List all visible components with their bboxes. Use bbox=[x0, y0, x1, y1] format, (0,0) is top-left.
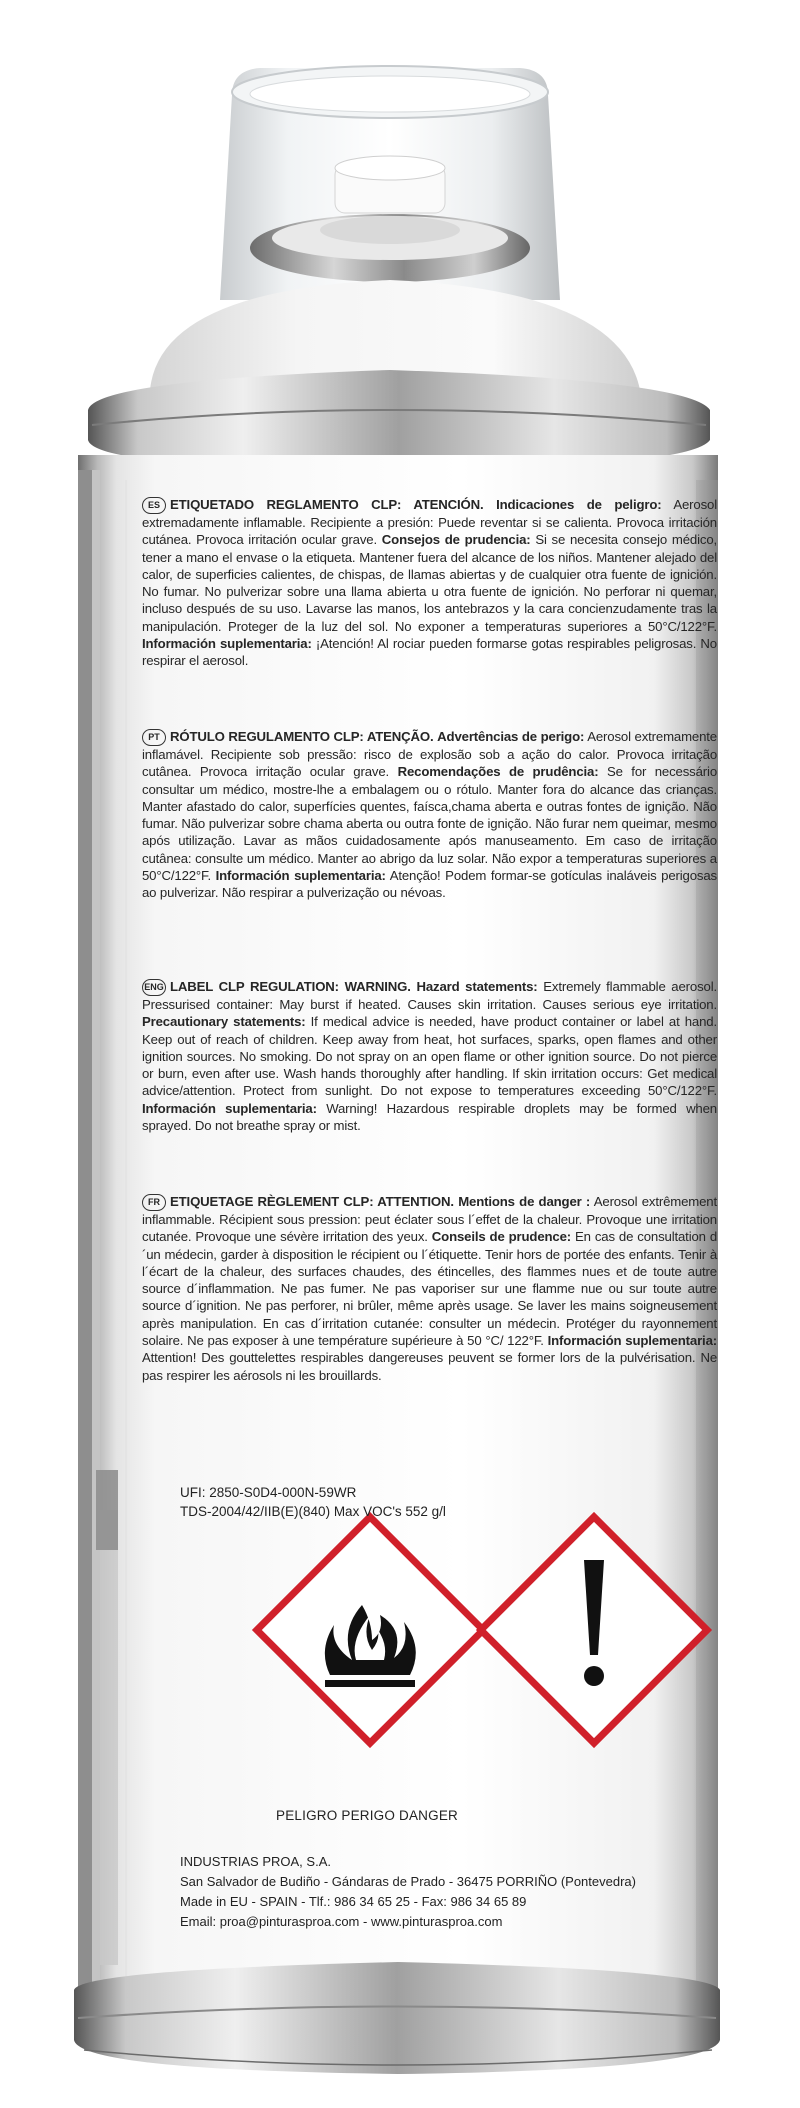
language-badge: ENG bbox=[142, 979, 166, 996]
manufacturer-info bbox=[180, 1852, 636, 1932]
language-badge: ES bbox=[142, 497, 166, 514]
danger-signal-word: PELIGRO PERIGO DANGER bbox=[276, 1808, 458, 1823]
tds-code: TDS-2004/42/IIB(E)(840) Max VOC's 552 g/l bbox=[180, 1504, 446, 1519]
company-email: Email: proa@pinturasproa.com - www.pinturasproa.com bbox=[180, 1914, 503, 1929]
label-section-eng: ENG LABEL CLP REGULATION: WARNING. Hazard statements: Extremely flammable aerosol. Pressurised container: May burst if heated. Causes skin irritation. Causes serious eye irritation. Precautionary statements: If medical advice is needed, have product container or label at hand. Keep out of reach of children. Keep away from heat, hot surfaces, sparks, open flames and other ignition sources. No smoking. Do not spray on an open flame or other ignition source. Do not pierce or burn, even after use. Wash hands thoroughly after handling. If skin irritation occurs: Get medical advice/attention. Protect from sunlight. Do not expose to temperatures exceeding 50°C/122°F. Información suplementaria: Warning! Hazardous respirable droplets may be formed when sprayed. Do not breathe spray or mist. bbox=[142, 979, 718, 1134]
company-phone: Made in EU - SPAIN - Tlf.: 986 34 65 25 - Fax: 986 34 65 89 bbox=[180, 1894, 527, 1909]
ufi-code: UFI: 2850-S0D4-000N-59WR bbox=[180, 1485, 357, 1500]
language-badge: FR bbox=[142, 1194, 166, 1211]
label-section-fr: FR ETIQUETAGE RÈGLEMENT CLP: ATTENTION. Mentions de danger : Aerosol extrêmement inflammable. Récipient sous pression: peut éclater sous l´effet de la chaleur. Provoque une irritation cutanée. Provoque une sévère irritation des yeux. Conseils de prudence: En cas de consultation d´un médecin, garder à disposition le récipient ou l´étiquette. Tenir hors de portée des enfants. Tenir à l´écart de la chaleur, des surfaces chaudes, des étincelles, des flammes nues et de toute autre source d´inflammation. Ne pas fumer. Ne pas vaporiser sur une flamme nue ou sur toute autre source d´ignition. Ne pas perforer, ni brûler, même après usage. Se laver les mains soigneusement après manipulation. En cas d´irritation cutanée: consulter un médecin. Protéger du rayonnement solaire. Ne pas exposer à une température supérieure à 50 °C/ 122°F. Información suplementaria: Attention! Des gouttelettes respirables dangereuses peuvent se former lors de la pulvérisation. Ne pas respirer les aérosols ni les brouillards. bbox=[142, 1194, 718, 1383]
product-codes bbox=[180, 1483, 446, 1521]
language-badge: PT bbox=[142, 729, 166, 746]
label-section-es: ES ETIQUETADO REGLAMENTO CLP: ATENCIÓN. Indicaciones de peligro: Aerosol extremadamente inflamable. Recipiente a presión: Puede reventar si se calienta. Provoca irritación cutánea. Provoca irritación ocular grave. Consejos de prudencia: Si se necesita consejo médico, tener a mano el envase o la etiqueta. Mantener fuera del alcance de los niños. Mantener alejado del calor, de superficies calientes, de chispas, de llamas abiertas y de cualquier otra fuente de ignición. No fumar. No pulverizar sobre una llama abierta u otra fuente de ignición. No perforar ni quemar, incluso después de su uso. Lavarse las manos, los antebrazos y la cara concienzudamente tras la manipulación. Proteger de la luz del sol. No exponer a temperaturas superiores a 50°C/122°F. Información suplementaria: ¡Atención! Al rociar pueden formarse gotas respirables peligrosas. No respirar el aerosol. bbox=[142, 497, 718, 669]
label-section-pt: PT RÓTULO REGULAMENTO CLP: ATENÇÃO. Advertências de perigo: Aerosol extremamente inflamável. Recipiente sob pressão: risco de explosão sob a ação do calor. Provoca irritação cutânea. Provoca irritação ocular grave. Recomendações de prudência: Se for necessário consultar um médico, mostre-lhe a embalagem ou o rótulo. Manter fora do alcance das crianças. Manter afastado do calor, superfícies quentes, faísca,chama aberta e outras fontes de ignição. Não fumar. Não pulverizar sobre chama aberta ou outra fonte de ignição. Não furar nem queimar, mesmo após utilização. Lavar as mãos cuidadosamente após manuseamento. Em caso de irritação cutânea: consulte um médico. Manter ao abrigo da luz solar. Não expor a temperaturas superiores a 50°C/122°F. Información suplementaria: Atenção! Podem formar-se gotículas inaláveis perigosas ao pulverizar. Não respirar a pulverização ou névoas. bbox=[142, 729, 718, 901]
company-address: San Salvador de Budiño - Gándaras de Prado - 36475 PORRIÑO (Pontevedra) bbox=[180, 1874, 636, 1889]
company-name: INDUSTRIAS PROA, S.A. bbox=[180, 1854, 331, 1869]
